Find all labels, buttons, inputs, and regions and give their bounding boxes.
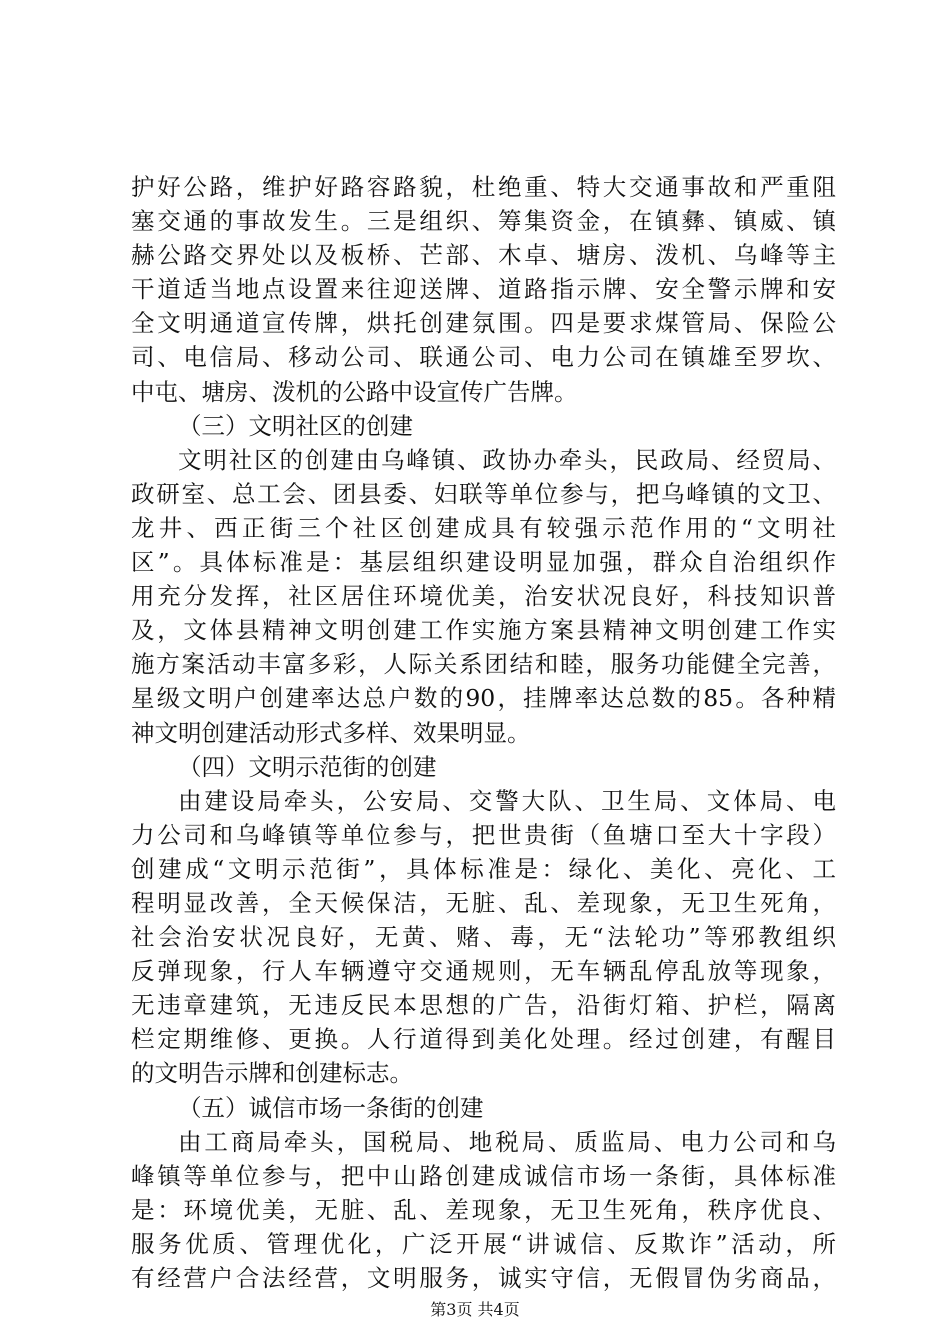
text-line: 龙井、西正街三个社区创建成具有较强示范作用的“文明社 — [131, 513, 836, 542]
text-line: 司、电信局、移动公司、联通公司、电力公司在镇雄至罗坎、 — [131, 343, 836, 372]
text-line: 由工商局牵头，国税局、地税局、质监局、电力公司和乌 — [178, 1127, 836, 1156]
text-line: 的文明告示牌和创建标志。 — [131, 1059, 413, 1088]
text-line: 塞交通的事故发生。三是组织、筹集资金，在镇彝、镇威、镇 — [131, 207, 836, 236]
text-line: 反弹现象，行人车辆遵守交通规则，无车辆乱停乱放等现象， — [131, 957, 836, 986]
text-line: 社会治安状况良好，无黄、赌、毒，无“法轮功”等邪教组织 — [131, 923, 836, 952]
text-line: 程明显改善，全天候保洁，无脏、乱、差现象，无卫生死角， — [131, 888, 836, 917]
text-line: 由建设局牵头，公安局、交警大队、卫生局、文体局、电 — [178, 786, 836, 815]
text-line: 施方案活动丰富多彩，人际关系团结和睦，服务功能健全完善， — [131, 650, 836, 679]
text-line: 及，文体县精神文明创建工作实施方案县精神文明创建工作实 — [131, 616, 836, 645]
text-line: 服务优质、管理优化，广泛开展“讲诚信、反欺诈”活动，所 — [131, 1229, 836, 1258]
document-body — [131, 170, 836, 1295]
text-line: 峰镇等单位参与，把中山路创建成诚信市场一条街，具体标准 — [131, 1161, 836, 1190]
text-line: 全文明通道宣传牌，烘托创建氛围。四是要求煤管局、保险公 — [131, 309, 836, 338]
text-line: 神文明创建活动形式多样、效果明显。 — [131, 718, 531, 747]
text-line: 赫公路交界处以及板桥、芒部、木卓、塘房、泼机、乌峰等主 — [131, 241, 836, 270]
text-line: 力公司和乌峰镇等单位参与，把世贵街（鱼塘口至大十字段） — [131, 820, 836, 849]
text-line: 文明社区的创建由乌峰镇、政协办牵头，民政局、经贸局、 — [178, 445, 836, 474]
text-line: 干道适当地点设置来往迎送牌、道路指示牌、安全警示牌和安 — [131, 275, 836, 304]
text-line: （四）文明示范街的创建 — [178, 752, 437, 781]
text-line: 政研室、总工会、团县委、妇联等单位参与，把乌峰镇的文卫、 — [131, 479, 836, 508]
text-line: （五）诚信市场一条街的创建 — [178, 1093, 484, 1122]
text-line: 有经营户合法经营，文明服务，诚实守信，无假冒伪劣商品， — [131, 1264, 836, 1292]
text-line: 星级文明户创建率达总户数的90，挂牌率达总数的85。各种精 — [131, 684, 836, 713]
text-line: （三）文明社区的创建 — [178, 411, 413, 440]
text-line: 是：环境优美，无脏、乱、差现象，无卫生死角，秩序优良、 — [131, 1195, 836, 1224]
text-line: 栏定期维修、更换。人行道得到美化处理。经过创建，有醒目 — [131, 1025, 836, 1054]
text-line: 创建成“文明示范街”，具体标准是：绿化、美化、亮化、工 — [131, 854, 836, 883]
text-line: 无违章建筑，无违反民本思想的广告，沿街灯箱、护栏，隔离 — [131, 991, 836, 1020]
page-footer: 第3页 共4页 — [430, 1300, 520, 1319]
text-line: 区”。具体标准是：基层组织建设明显加强，群众自治组织作 — [131, 548, 836, 577]
text-line: 护好公路，维护好路容路貌，杜绝重、特大交通事故和严重阻 — [131, 173, 836, 201]
text-line: 中屯、塘房、泼机的公路中设宣传广告牌。 — [131, 377, 578, 406]
text-line: 用充分发挥，社区居住环境优美，治安状况良好，科技知识普 — [131, 582, 836, 611]
